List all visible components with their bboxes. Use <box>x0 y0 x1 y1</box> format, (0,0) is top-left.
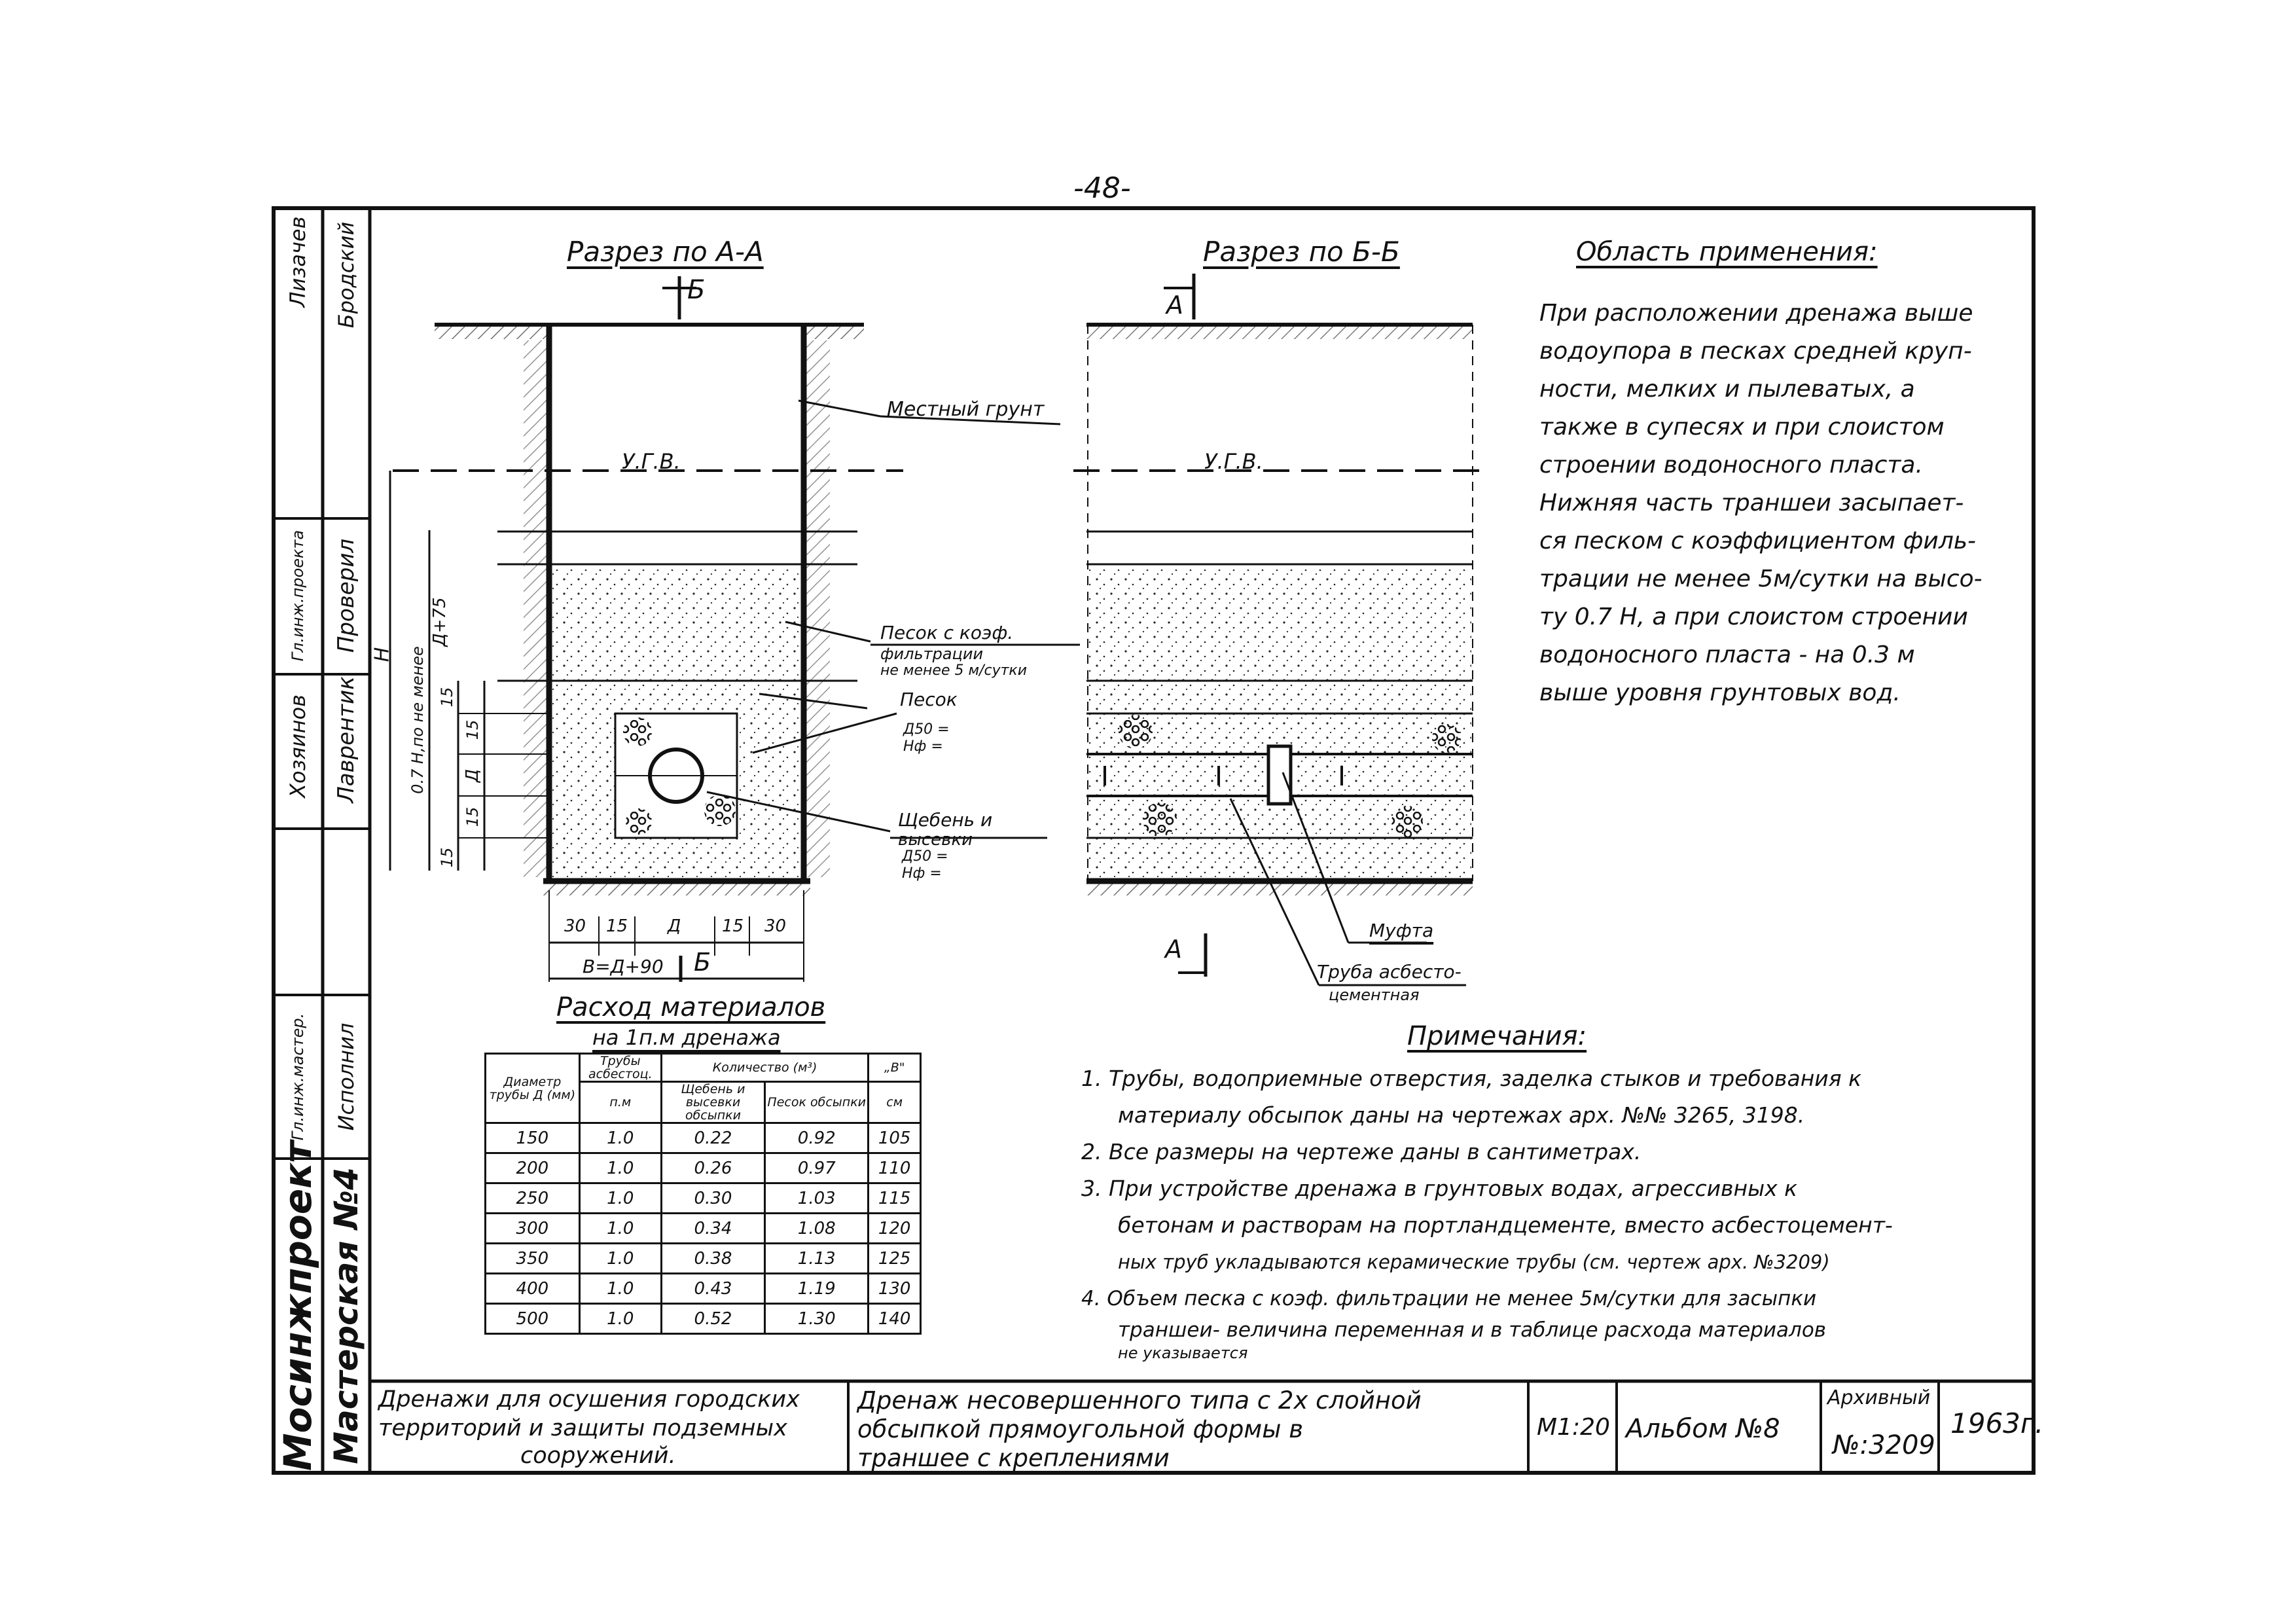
drawing-title-2: обсыпкой прямоугольной формы в <box>857 1415 1303 1443</box>
section-bb-ugv: У.Г.В. <box>1204 449 1263 474</box>
width-dim-1: 30 <box>564 916 586 936</box>
width-dim-5: 30 <box>764 916 787 936</box>
table-cell: 400 <box>486 1274 580 1304</box>
table-row <box>486 1214 921 1244</box>
drawing-title-1: Дренаж несовершенного типа с 2х слойной <box>857 1386 1422 1415</box>
sand-coef-label-3: не менее 5 м/сутки <box>880 662 1028 679</box>
pipe-label-1: Труба асбесто- <box>1317 961 1462 983</box>
dim-07h: 0.7 Н,по не менее <box>408 646 427 794</box>
table-cell: 200 <box>486 1153 580 1183</box>
application-line: трации не менее 5м/сутки на высо- <box>1539 566 1982 592</box>
dim-15-a: 15 <box>438 687 456 708</box>
table-cell: 0.92 <box>765 1123 869 1153</box>
application-title: Область применения: <box>1576 237 1878 267</box>
table-cell: 0.97 <box>765 1153 869 1183</box>
table-cell: 1.13 <box>765 1244 869 1274</box>
table-cell: 1.0 <box>579 1214 661 1244</box>
project-title-3: сооружений. <box>520 1443 676 1469</box>
gravel-d50: Д50 = <box>902 848 948 865</box>
table-cell: 0.26 <box>661 1153 764 1183</box>
application-line: выше уровня грунтовых вод. <box>1539 679 1901 706</box>
table-cell: 1.0 <box>579 1123 661 1153</box>
application-line: При расположении дренажа выше <box>1539 300 1973 327</box>
table-cell: 0.43 <box>661 1274 764 1304</box>
sidebar-name-1: Лизачев <box>285 216 310 308</box>
table-cell: 1.0 <box>579 1153 661 1183</box>
archive-number: №:3209 <box>1833 1430 1935 1460</box>
table-cell: 115 <box>869 1183 921 1214</box>
col-quantity: Количество (м³) <box>661 1054 868 1082</box>
table-cell: 1.19 <box>765 1274 869 1304</box>
b-formula: В=Д+90 <box>583 956 664 977</box>
application-line: Нижняя часть траншеи засыпает- <box>1539 490 1964 516</box>
section-bb-mark-bottom: А <box>1165 935 1182 964</box>
album-number: Альбом №8 <box>1626 1414 1780 1444</box>
local-soil-label: Местный грунт <box>887 398 1045 421</box>
table-cell: 0.30 <box>661 1183 764 1214</box>
col-pipes: Трубы асбестоц. <box>579 1054 661 1082</box>
section-aa-mark-bottom: Б <box>694 948 711 977</box>
page-number: -48- <box>1073 171 1131 205</box>
drawing-title-3: траншее с креплениями <box>857 1444 1170 1472</box>
notes-text <box>1081 1060 1893 1363</box>
table-cell: 1.0 <box>579 1304 661 1334</box>
sand-coef-label-2: фильтрации <box>880 645 984 663</box>
table-cell: 130 <box>869 1274 921 1304</box>
gravel-hf: Нф = <box>902 865 942 882</box>
table-cell: 125 <box>869 1244 921 1274</box>
sidebar-name-4: Хозяинов <box>285 695 310 798</box>
width-dim-4: 15 <box>722 916 744 936</box>
pipe-label-2: цементная <box>1329 986 1420 1004</box>
sidebar-workshop: Мастерская №4 <box>327 1167 365 1464</box>
table-cell: 1.0 <box>579 1183 661 1214</box>
sidebar-role-chief-eng: Гл.инж.мастер. <box>289 1013 307 1141</box>
sand-d50: Д50 = <box>903 721 950 738</box>
col-diameter: Диаметр трубы Д (мм) <box>486 1054 580 1123</box>
application-text <box>1539 295 1982 712</box>
section-bb-title: Разрез по Б-Б <box>1203 236 1400 268</box>
application-line: ности, мелких и пылеватых, а <box>1539 376 1915 403</box>
scale: М1:20 <box>1537 1414 1610 1441</box>
col-sand: Песок обсыпки <box>765 1082 869 1123</box>
materials-table <box>484 1053 922 1335</box>
table-cell: 500 <box>486 1304 580 1334</box>
sidebar-role-checked: Проверил <box>333 538 359 653</box>
dim-d-vertical: Д <box>463 768 482 783</box>
table-cell: 250 <box>486 1183 580 1214</box>
table-cell: 1.0 <box>579 1244 661 1274</box>
table-cell: 1.30 <box>765 1304 869 1334</box>
section-bb-mark-top: А <box>1166 291 1183 319</box>
table-cell: 1.08 <box>765 1214 869 1244</box>
gravel-label-1: Щебень и <box>898 809 993 831</box>
dim-15-d: 15 <box>438 847 456 868</box>
section-aa-mark-top: Б <box>687 275 706 305</box>
table-cell: 120 <box>869 1214 921 1244</box>
col-b-unit: см <box>869 1082 921 1123</box>
table-cell: 140 <box>869 1304 921 1334</box>
table-row <box>486 1183 921 1214</box>
sidebar-org: Мосинжпроект <box>276 1140 320 1471</box>
application-line: ся песком с коэффициентом филь- <box>1539 528 1977 554</box>
table-cell: 105 <box>869 1123 921 1153</box>
gravel-label-2: высевки <box>898 830 973 850</box>
project-title-2: территорий и защиты подземных <box>378 1415 787 1441</box>
year: 1963г. <box>1950 1407 2044 1439</box>
width-dim-2: 15 <box>606 916 628 936</box>
section-aa-title: Разрез по А-А <box>567 236 764 268</box>
sand-coef-label-1: Песок с коэф. <box>880 622 1014 643</box>
note-line: 4. Объем песка с коэф. фильтрации не менее 5м/сутки для засыпки <box>1081 1287 1817 1310</box>
note-line: траншеи- величина переменная и в таблице расхода материалов <box>1118 1318 1827 1342</box>
materials-title-2: на 1п.м дренажа <box>592 1025 781 1050</box>
table-cell: 0.38 <box>661 1244 764 1274</box>
dim-15-b: 15 <box>463 719 482 740</box>
table-cell: 350 <box>486 1244 580 1274</box>
application-line: ту 0.7 Н, а при слоистом строении <box>1539 604 1968 630</box>
note-line: 2. Все размеры на чертеже даны в сантиметрах. <box>1081 1139 1641 1164</box>
table-cell: 1.03 <box>765 1183 869 1214</box>
note-line: не указывается <box>1118 1344 1248 1362</box>
materials-title-1: Расход материалов <box>556 992 826 1022</box>
notes-title: Примечания: <box>1407 1021 1587 1051</box>
sidebar-name-3: Лаврентик <box>333 676 359 803</box>
table-cell: 0.22 <box>661 1123 764 1153</box>
table-cell: 1.0 <box>579 1274 661 1304</box>
section-aa-ugv: У.Г.В. <box>622 449 681 474</box>
archive-label: Архивный <box>1827 1386 1931 1409</box>
application-line: водоносного пласта - на 0.3 м <box>1539 641 1915 668</box>
sidebar-role-project-eng: Гл.инж.проекта <box>289 530 307 662</box>
table-row <box>486 1304 921 1334</box>
dim-d75: Д+75 <box>430 597 450 647</box>
table-row <box>486 1123 921 1153</box>
application-line: строении водоносного пласта. <box>1539 452 1923 478</box>
sidebar-name-2: Бродский <box>334 221 359 329</box>
note-line: бетонам и растворам на портландцементе, вместо асбестоцемент- <box>1118 1212 1893 1238</box>
sidebar-role-executed: Исполнил <box>334 1022 359 1131</box>
col-gravel: Щебень и высевки обсыпки <box>661 1082 764 1123</box>
table-cell: 300 <box>486 1214 580 1244</box>
project-title-1: Дренажи для осушения городских <box>378 1386 800 1413</box>
note-line: материалу обсыпок даны на чертежах арх. №№ 3265, 3198. <box>1118 1102 1805 1128</box>
note-line: 3. При устройстве дренажа в грунтовых водах, агрессивных к <box>1081 1176 1798 1201</box>
col-b: „В" <box>869 1054 921 1082</box>
coupling-label: Муфта <box>1369 920 1434 941</box>
table-row <box>486 1274 921 1304</box>
table-cell: 0.52 <box>661 1304 764 1334</box>
width-dim-3: Д <box>668 916 681 936</box>
sand-label: Песок <box>900 689 958 710</box>
dim-h: Н <box>370 647 394 662</box>
col-pipes-unit: п.м <box>579 1082 661 1123</box>
table-row <box>486 1153 921 1183</box>
note-line: ных труб укладываются керамические трубы (см. чертеж арх. №3209) <box>1118 1251 1830 1273</box>
table-cell: 0.34 <box>661 1214 764 1244</box>
dim-15-c: 15 <box>463 806 482 827</box>
application-line: также в супесях и при слоистом <box>1539 414 1945 441</box>
table-row <box>486 1244 921 1274</box>
application-line: водоупора в песках средней круп- <box>1539 338 1972 365</box>
table-cell: 150 <box>486 1123 580 1153</box>
table-cell: 110 <box>869 1153 921 1183</box>
note-line: 1. Трубы, водоприемные отверстия, заделка стыков и требования к <box>1081 1066 1862 1091</box>
sand-hf: Нф = <box>903 738 943 755</box>
